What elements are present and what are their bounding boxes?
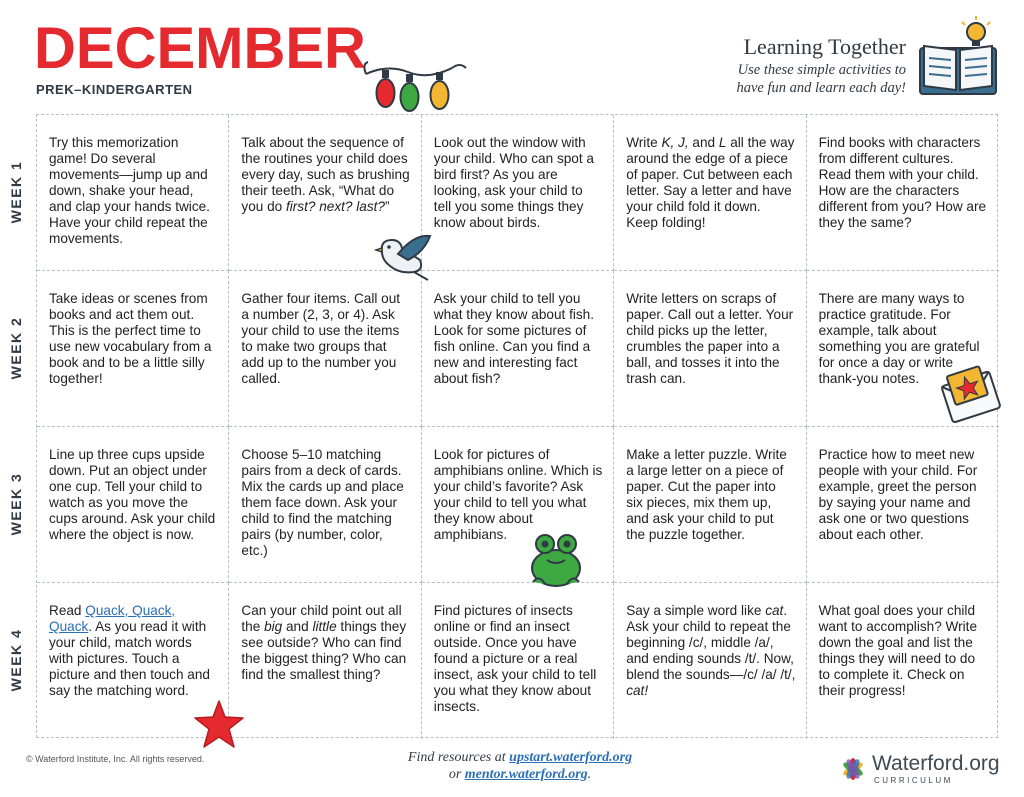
week-label-2: WEEK 2 bbox=[8, 316, 24, 380]
week-row-4 bbox=[37, 583, 997, 739]
activity-cell: Gather four items. Call out a number (2, 3, or 4). Ask your child to use the items to make two groups that add up to the number you called. bbox=[229, 271, 421, 427]
waterford-logo-icon bbox=[838, 754, 868, 784]
activity-cell: Try this memorization game! Do several movements—jump up and down, shake your head, and clap your hands twice. Have your child repeat the movements. bbox=[37, 115, 229, 271]
emphasis-text: little bbox=[312, 619, 337, 634]
learning-together-subtitle: Use these simple activities to have fun and learn each day! bbox=[736, 62, 906, 96]
frog-icon bbox=[525, 530, 587, 590]
emphasis-text: big bbox=[264, 619, 283, 634]
activity-cell: Say a simple word like cat. Ask your child to repeat the beginning /c/, middle /a/, and ending sounds /t/. Now, blend the sounds—/c/ /a/ /t/, cat! bbox=[614, 583, 806, 739]
copyright-notice: © Waterford Institute, Inc. All rights reserved. bbox=[26, 754, 205, 764]
grade-label: PREK–KINDERGARTEN bbox=[36, 82, 193, 97]
activity-cell: Find pictures of insects online or find an insect outside. Once you have found a picture or a real insect, ask your child to tell you what they know about insects. bbox=[422, 583, 614, 739]
week-row-1 bbox=[37, 115, 997, 271]
emphasis-text: L bbox=[718, 135, 727, 150]
emphasis-text: cat! bbox=[626, 683, 649, 698]
mentor-link[interactable]: mentor.waterford.org bbox=[464, 767, 588, 782]
activity-cell: Look out the window with your child. Who can spot a bird first? As you are looking, ask your child to tell you some things they know about birds. bbox=[422, 115, 614, 271]
activity-calendar-grid bbox=[36, 114, 998, 738]
week-label-4: WEEK 4 bbox=[8, 628, 24, 692]
page-title: DECEMBER bbox=[34, 16, 366, 81]
activity-cell: Choose 5–10 matching pairs from a deck of cards. Mix the cards up and place them face down. Ask your child to find the matching pairs (by number, color, etc.) bbox=[229, 427, 421, 583]
activity-cell: Line up three cups upside down. Put an object under one cup. Tell your child to watch as you move the cups around. Ask your child where the object is now. bbox=[37, 427, 229, 583]
waterford-logo: Waterford.org CURRICULUM bbox=[838, 752, 998, 788]
envelope-star-icon bbox=[940, 364, 1002, 430]
week-label-1: WEEK 1 bbox=[8, 160, 24, 224]
activity-cell: Look for pictures of amphibians online. Which is your child’s favorite? Ask your child to tell you what they know about amphibians. bbox=[422, 427, 614, 583]
bird-icon bbox=[374, 230, 434, 282]
activity-cell: Take ideas or scenes from books and act them out. This is the perfect time to use new vocabulary from a book and to be a little silly together! bbox=[37, 271, 229, 427]
holiday-lights-icon bbox=[360, 60, 470, 122]
activity-cell: Read Quack, Quack, Quack. As you read it with your child, match words with pictures. Touch a picture and then touch and say the matching word. bbox=[37, 583, 229, 739]
learning-together-title: Learning Together bbox=[743, 34, 906, 59]
upstart-link[interactable]: upstart.waterford.org bbox=[509, 750, 633, 765]
week-row-3 bbox=[37, 427, 997, 583]
activity-cell: Ask your child to tell you what they know about fish. Look for some pictures of fish online. Can you find a new and interesting fact about fish? bbox=[422, 271, 614, 427]
open-book-lightbulb-icon bbox=[916, 14, 1000, 100]
week-label-3: WEEK 3 bbox=[8, 472, 24, 536]
activity-cell: Can your child point out all the big and little things they see outside? Who can find the biggest thing? Who can find the smallest thing? bbox=[229, 583, 421, 739]
emphasis-text: K, J, bbox=[661, 135, 689, 150]
activity-cell: What goal does your child want to accomplish? Write down the goal and list the things they will need to do to complete it. Check on their progress! bbox=[818, 603, 977, 698]
activity-cell: Write letters on scraps of paper. Call out a letter. Your child picks up the letter, crumbles the paper into a ball, and tosses it into the trash can. bbox=[614, 271, 806, 427]
activity-cell: Find books with characters from different cultures. Read them with your child. How are the characters different from you? How are they the same? bbox=[807, 115, 999, 271]
resources-note: Find resources at upstart.waterford.org or mentor.waterford.org. bbox=[407, 750, 633, 782]
emphasis-text: first? next? last? bbox=[285, 199, 385, 214]
red-star-icon bbox=[192, 698, 246, 752]
activity-cell: There are many ways to practice gratitude. For example, talk about something you are grateful for once a day or write thank-you notes. bbox=[807, 271, 999, 427]
activity-cell: Make a letter puzzle. Write a large letter on a piece of paper. Cut the paper into six pieces, mix them up, and ask your child to put the puzzle together. bbox=[614, 427, 806, 583]
emphasis-text: cat bbox=[765, 603, 784, 618]
book-title-link[interactable]: Quack, Quack, Quack bbox=[49, 603, 176, 634]
activity-cell: Practice how to meet new people with your child. For example, greet the person by saying your name and ask one or two questions about each other. bbox=[807, 427, 999, 583]
activity-cell: Talk about the sequence of the routines your child does every day, such as brushing their teeth. Ask, “What do you do first? next? last?” bbox=[229, 115, 421, 271]
activity-cell: Write K, J, and L all the way around the edge of a piece of paper. Cut between each letter. Say a letter and have your child fold it down. Keep folding! bbox=[614, 115, 806, 271]
week-row-2 bbox=[37, 271, 997, 427]
